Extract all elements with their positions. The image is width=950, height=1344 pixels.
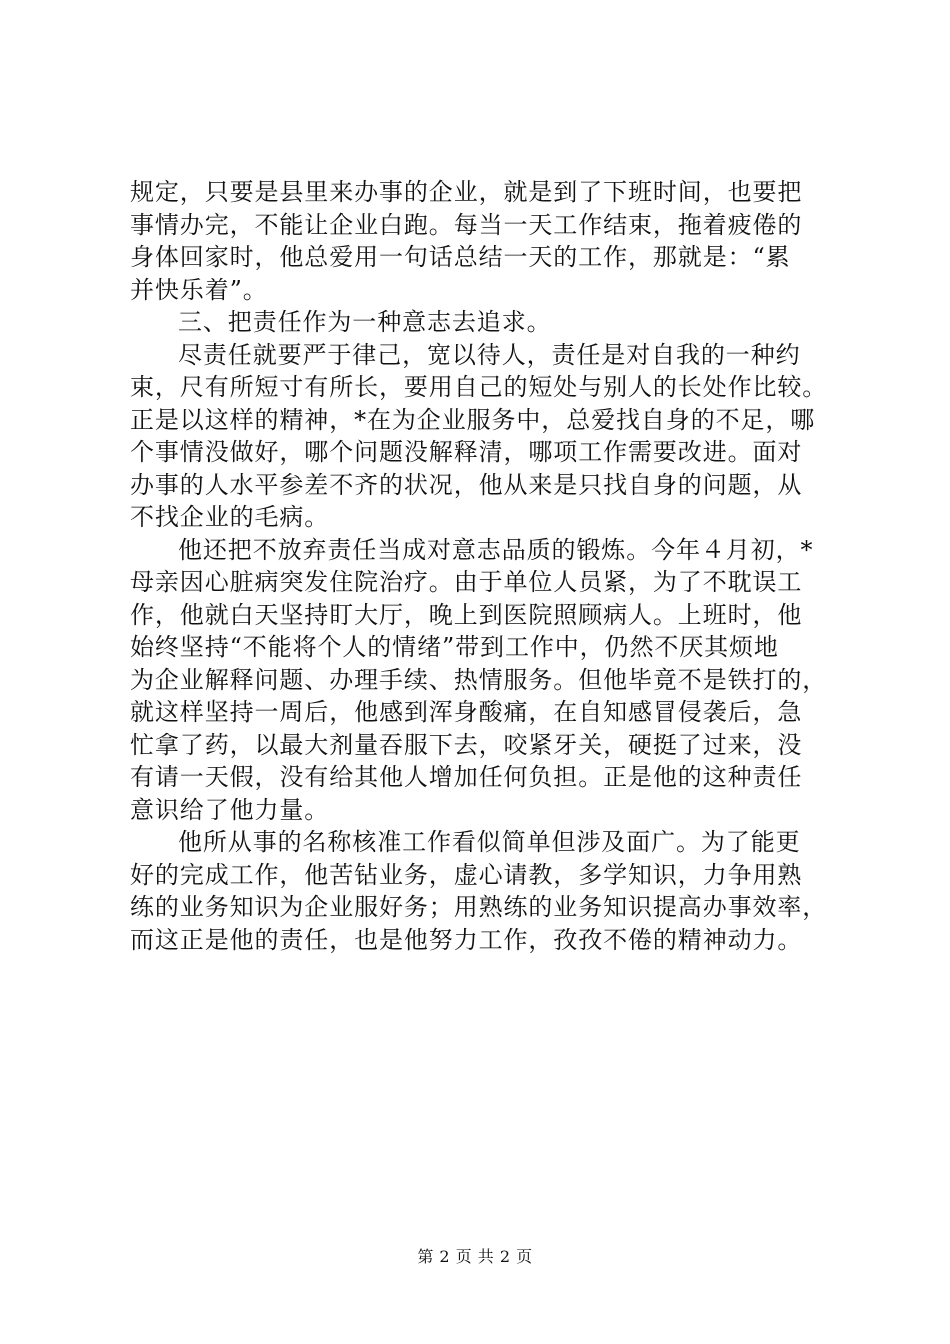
text-line: 为企业解释问题、办理手续、热情服务。但他毕竟不是铁打的， bbox=[130, 665, 828, 694]
text-line: 事情办完，不能让企业白跑。每当一天工作结束，拖着疲倦的 bbox=[130, 210, 803, 239]
text-line: 束，尺有所短寸有所长，要用自己的短处与别人的长处作比较。 bbox=[130, 373, 828, 401]
text-line: 作，他就白天坚持盯大厅，晚上到医院照顾病人。上班时，他 bbox=[130, 600, 803, 629]
text-line: 他所从事的名称核准工作看似简单但涉及面广。为了能更 bbox=[178, 828, 801, 856]
text-line: 好的完成工作，他苦钻业务，虚心请教，多学知识，力争用熟 bbox=[130, 860, 803, 889]
text-line: 有请一天假，没有给其他人增加任何负担。正是他的这种责任 bbox=[130, 763, 803, 791]
text-line: 不找企业的毛病。 bbox=[130, 503, 330, 531]
text-line: 身体回家时，他总爱用一句话总结一天的工作，那就是：“累 bbox=[130, 243, 791, 271]
text-line: 母亲因心脏病突发住院治疗。由于单位人员紧，为了不耽误工 bbox=[130, 568, 803, 596]
section-heading: 三、把责任作为一种意志去追求。 bbox=[178, 308, 552, 336]
text-line: 个事情没做好，哪个问题没解释清，哪项工作需要改进。面对 bbox=[130, 438, 803, 466]
text-line: 并快乐着”。 bbox=[130, 275, 268, 304]
text-line: 正是以这样的精神，*在为企业服务中，总爱找自身的不足，哪 bbox=[130, 405, 816, 434]
page-footer: 第 2 页 共 2 页 bbox=[417, 1247, 533, 1266]
text-line: 始终坚持“不能将个人的情绪”带到工作中，仍然不厌其烦地 bbox=[130, 633, 779, 661]
text-line: 就这样坚持一周后，他感到浑身酸痛，在自知感冒侵袭后，急 bbox=[130, 698, 803, 726]
text-line: 规定，只要是县里来办事的企业，就是到了下班时间，也要把 bbox=[130, 178, 803, 206]
document-body bbox=[130, 176, 830, 956]
text-line: 尽责任就要严于律己，宽以待人，责任是对自我的一种约 bbox=[178, 340, 801, 369]
text-line: 他还把不放弃责任当成对意志品质的锻炼。今年４月初，* bbox=[178, 535, 814, 564]
text-line: 意识给了他力量。 bbox=[130, 795, 330, 824]
text-line: 而这正是他的责任，也是他努力工作，孜孜不倦的精神动力。 bbox=[130, 925, 803, 954]
text-line: 练的业务知识为企业服好务；用熟练的业务知识提高办事效率， bbox=[130, 893, 828, 921]
text-line: 忙拿了药，以最大剂量吞服下去，咬紧牙关，硬挺了过来，没 bbox=[130, 730, 803, 759]
text-line: 办事的人水平参差不齐的状况，他从来是只找自身的问题，从 bbox=[130, 470, 803, 499]
